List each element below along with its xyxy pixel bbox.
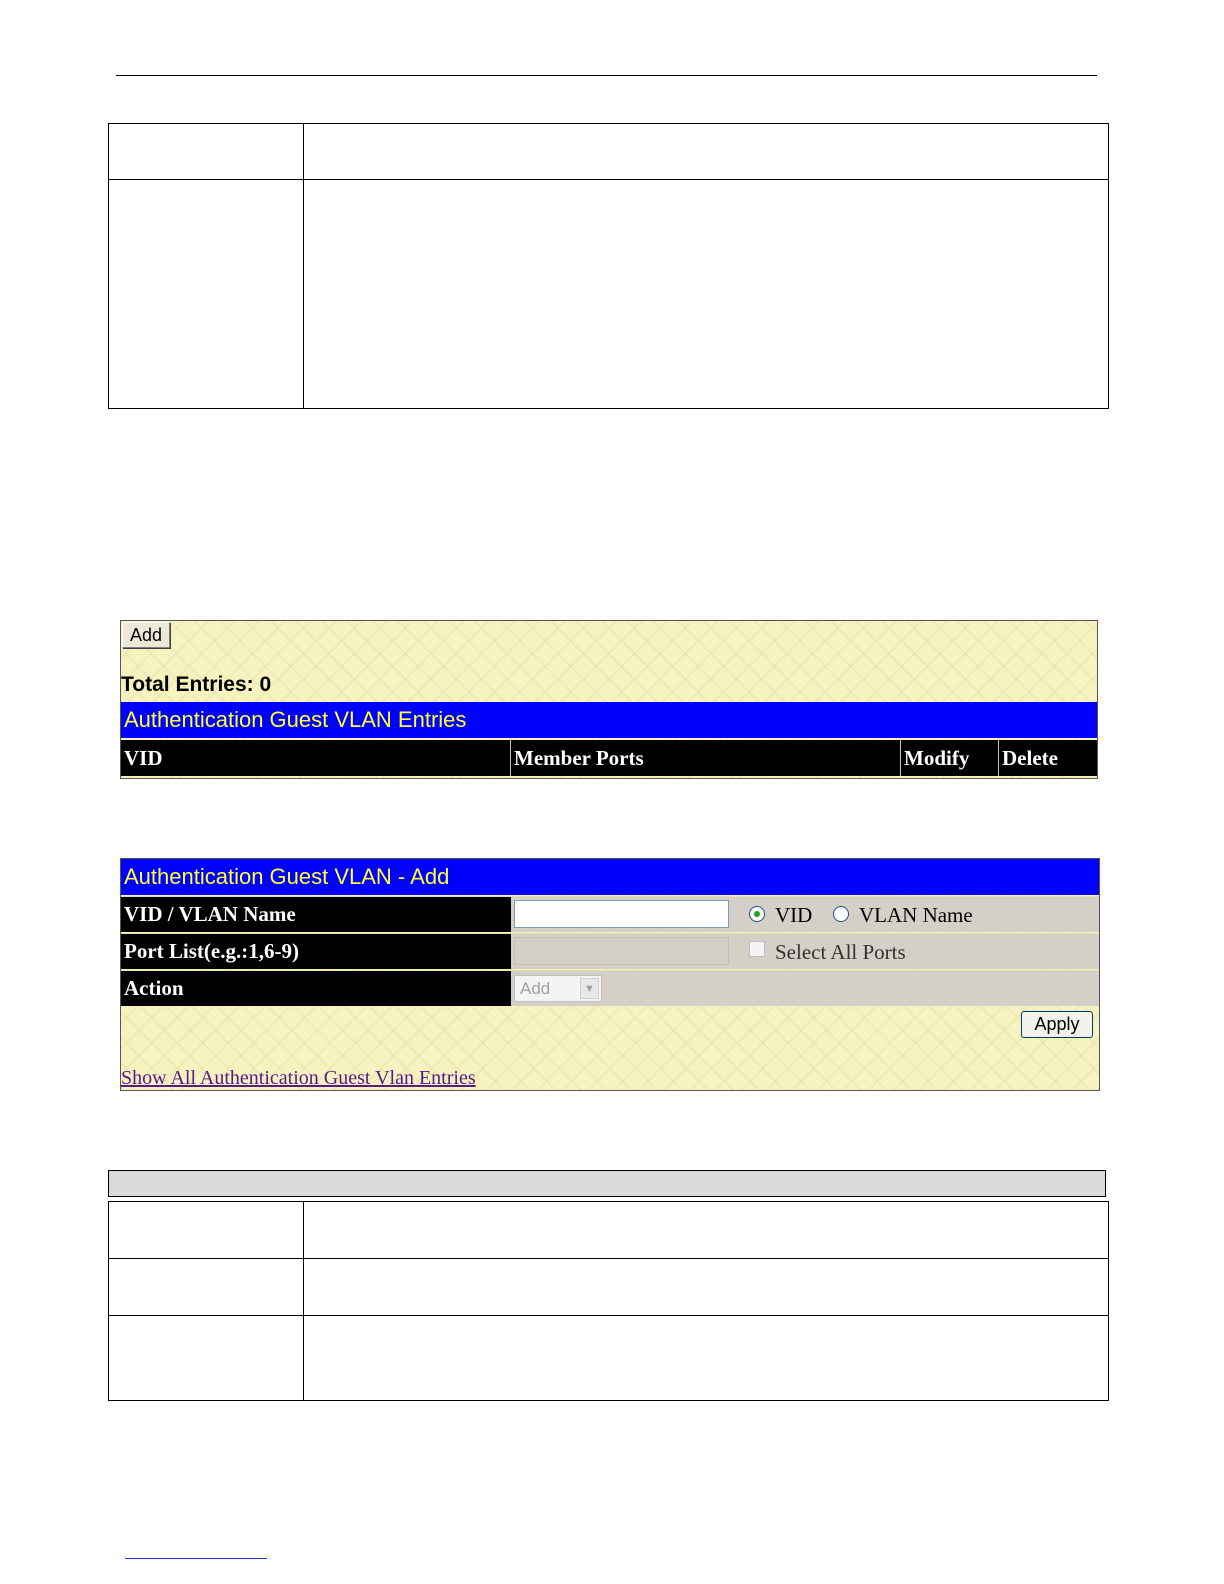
show-all-entries-link[interactable]: Show All Authentication Guest Vlan Entries — [121, 1067, 476, 1089]
apply-button[interactable]: Apply — [1021, 1011, 1093, 1038]
footer-link-underline — [125, 1558, 267, 1559]
vid-vlan-name-row — [121, 896, 1099, 932]
parameter-table-bottom — [108, 1201, 1109, 1401]
port-list-row — [121, 933, 1099, 969]
table-caption-bar — [108, 1170, 1106, 1197]
action-row — [121, 970, 1099, 1006]
column-modify: Modify — [901, 740, 999, 776]
table-row — [109, 180, 1109, 409]
page-header-rule — [116, 75, 1097, 76]
guest-vlan-entries-panel — [120, 620, 1098, 779]
vid-vlan-name-label: VID / VLAN Name — [121, 897, 511, 932]
add-button[interactable]: Add — [122, 622, 170, 648]
total-entries: Total Entries: 0 — [121, 673, 272, 696]
parameter-table-top — [108, 123, 1109, 409]
add-panel-title: Authentication Guest VLAN - Add — [121, 859, 1099, 895]
column-member-ports: Member Ports — [511, 740, 901, 776]
vid-radio-label: VID — [775, 903, 813, 927]
table-row — [109, 124, 1109, 180]
vid-radio[interactable] — [749, 906, 765, 922]
chevron-down-icon: ▼ — [580, 978, 599, 999]
entries-title: Authentication Guest VLAN Entries — [121, 702, 1097, 738]
guest-vlan-add-panel — [120, 858, 1100, 1091]
table-row — [109, 1259, 1109, 1316]
table-row — [109, 1316, 1109, 1401]
action-select-value: Add — [520, 978, 551, 998]
vid-vlan-name-input[interactable] — [514, 900, 729, 928]
port-list-label: Port List(e.g.:1,6-9) — [121, 934, 511, 969]
action-select[interactable] — [514, 975, 602, 1002]
vlan-name-radio-label: VLAN Name — [859, 903, 973, 927]
column-vid: VID — [121, 740, 511, 776]
action-label: Action — [121, 971, 511, 1006]
table-row — [109, 1202, 1109, 1259]
port-list-input[interactable] — [514, 937, 729, 965]
select-all-ports-checkbox[interactable] — [749, 941, 765, 957]
vlan-name-radio[interactable] — [833, 906, 849, 922]
column-delete: Delete — [1002, 745, 1058, 770]
entries-header-row — [121, 740, 1097, 776]
select-all-ports-label: Select All Ports — [775, 940, 906, 964]
